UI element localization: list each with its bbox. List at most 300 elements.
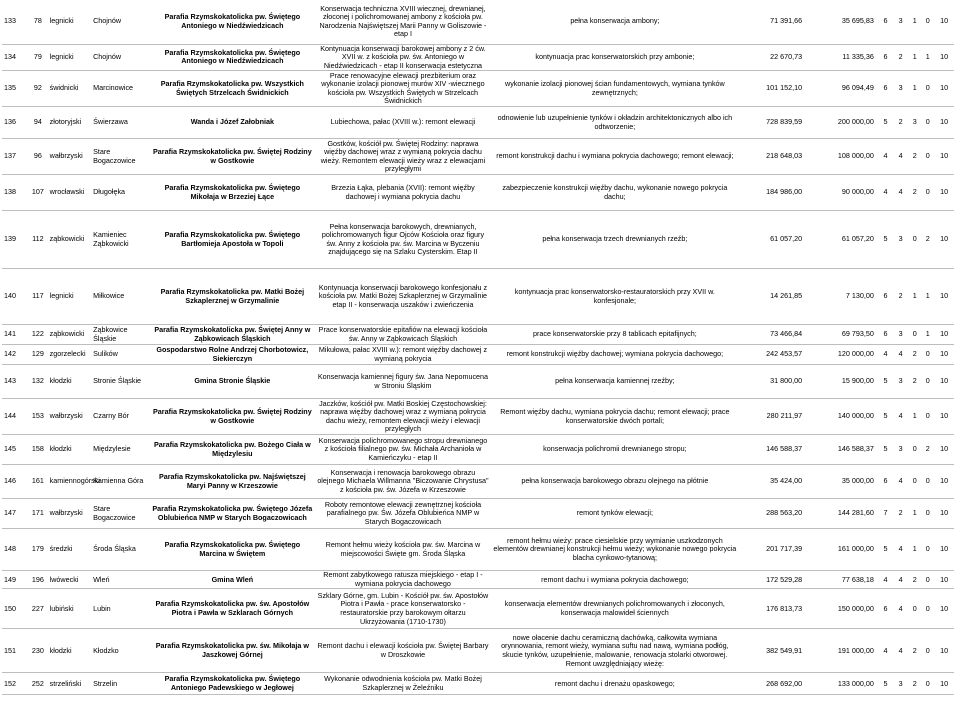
- score-total: 10: [934, 325, 954, 345]
- grants-table: [2, 0, 954, 695]
- total-cost: 71 391,66: [739, 0, 806, 44]
- application-number: 122: [28, 325, 48, 345]
- score-d: 0: [921, 589, 934, 629]
- row-number: 144: [2, 399, 28, 435]
- table-row: [2, 211, 954, 269]
- applicant: Parafia Rzymskokatolicka pw. Świętej Rodziny w Gostkowie: [150, 399, 315, 435]
- score-total: 10: [934, 0, 954, 44]
- score-a: 5: [878, 211, 893, 269]
- score-total: 10: [934, 571, 954, 589]
- county: lwówecki: [48, 571, 91, 589]
- scope-of-work: odnowienie lub uzupełnienie tynków i okładzin architektonicznych albo ich odtworzenie;: [491, 107, 739, 139]
- applicant: Parafia Rzymskokatolicka pw. Świętego Józefa Oblubieńca NMP w Starych Bogaczowicach: [150, 499, 315, 529]
- municipality: Sulików: [91, 345, 150, 365]
- total-cost: 14 261,85: [739, 269, 806, 325]
- total-cost: 184 986,00: [739, 175, 806, 211]
- score-d: 0: [921, 139, 934, 175]
- municipality: Długołęka: [91, 175, 150, 211]
- total-cost: 242 453,57: [739, 345, 806, 365]
- table-row: [2, 175, 954, 211]
- row-number: 133: [2, 0, 28, 44]
- total-cost: 288 563,20: [739, 499, 806, 529]
- applicant: Parafia Rzymskokatolicka pw. Świętej Anny w Ząbkowicach Śląskich: [150, 325, 315, 345]
- grant-amount: 69 793,50: [806, 325, 878, 345]
- row-number: 134: [2, 44, 28, 71]
- table-row: [2, 365, 954, 399]
- task-description: Jaczków, kościół pw. Matki Boskiej Częstochowskiej: naprawa więźby dachowej wraz z wymianą pokrycia dachu wieży, remontem elewacji wieży i elewacji przyległych: [315, 399, 491, 435]
- score-a: 5: [878, 529, 893, 571]
- scope-of-work: konserwacja polichromii drewnianego stropu;: [491, 435, 739, 465]
- table-row: [2, 435, 954, 465]
- score-a: 6: [878, 71, 893, 107]
- task-description: Kontynuacja konserwacji barokowej ambony z 2 ćw. XVII w. z kościoła pw. św. Antoniego w Niedźwiedzicach - etap II konserwacja estetyczna: [315, 44, 491, 71]
- score-c: 2: [908, 629, 921, 673]
- municipality: Wleń: [91, 571, 150, 589]
- applicant: Parafia Rzymskokatolicka pw. Świętego Antoniego w Niedźwiedzicach: [150, 44, 315, 71]
- application-number: 161: [28, 465, 48, 499]
- county: legnicki: [48, 0, 91, 44]
- scope-of-work: remont konstrukcji dachu i wymiana pokrycia dachowego; remont elewacji;: [491, 139, 739, 175]
- task-description: Wykonanie odwodnienia kościoła pw. Matki Bożej Szkaplerznej w Żeleźniku: [315, 673, 491, 695]
- table-row: [2, 107, 954, 139]
- municipality: Międzylesie: [91, 435, 150, 465]
- score-d: 0: [921, 465, 934, 499]
- row-number: 151: [2, 629, 28, 673]
- application-number: 252: [28, 673, 48, 695]
- application-number: 107: [28, 175, 48, 211]
- score-total: 10: [934, 269, 954, 325]
- application-number: 171: [28, 499, 48, 529]
- score-c: 2: [908, 175, 921, 211]
- county: zgorzelecki: [48, 345, 91, 365]
- score-c: 2: [908, 571, 921, 589]
- row-number: 138: [2, 175, 28, 211]
- score-b: 4: [893, 399, 908, 435]
- table-row: [2, 673, 954, 695]
- score-b: 4: [893, 465, 908, 499]
- grant-amount: 96 094,49: [806, 71, 878, 107]
- application-number: 92: [28, 71, 48, 107]
- total-cost: 176 813,73: [739, 589, 806, 629]
- table-row: [2, 71, 954, 107]
- scope-of-work: konserwacja elementów drewnianych polichromowanych i złoconych, konserwacja malowideł ściennych: [491, 589, 739, 629]
- score-c: 2: [908, 673, 921, 695]
- score-a: 6: [878, 269, 893, 325]
- applicant: Wanda i Józef Załobniak: [150, 107, 315, 139]
- row-number: 146: [2, 465, 28, 499]
- task-description: Gostków, kościół pw. Świętej Rodziny: naprawa więźby dachowej wraz z wymianą pokrycia dachu wieży. Remontem elewacji wieży wraz z elewacjami przyległymi: [315, 139, 491, 175]
- applicant: Parafia Rzymskokatolicka pw. Świętej Rodziny w Gostkowie: [150, 139, 315, 175]
- score-b: 3: [893, 325, 908, 345]
- application-number: 132: [28, 365, 48, 399]
- table-row: [2, 629, 954, 673]
- municipality: Lubin: [91, 589, 150, 629]
- table-row: [2, 589, 954, 629]
- applicant: Parafia Rzymskokatolicka pw. Bożego Ciała w Międzylesiu: [150, 435, 315, 465]
- score-c: 0: [908, 325, 921, 345]
- application-number: 158: [28, 435, 48, 465]
- county: świdnicki: [48, 71, 91, 107]
- municipality: Kłodzko: [91, 629, 150, 673]
- score-b: 3: [893, 435, 908, 465]
- table-row: [2, 571, 954, 589]
- task-description: Roboty remontowe elewacji zewnętrznej kościoła parafialnego pw. Św. Józefa Oblubieńca NMP w Starych Bogaczowicach: [315, 499, 491, 529]
- score-total: 10: [934, 139, 954, 175]
- scope-of-work: Remont więźby dachu, wymiana pokrycia dachu; remont elewacji; prace konserwatorskie dwóch portali;: [491, 399, 739, 435]
- score-total: 10: [934, 529, 954, 571]
- grant-amount: 15 900,00: [806, 365, 878, 399]
- scope-of-work: pełna konserwacja kamiennej rzeźby;: [491, 365, 739, 399]
- applicant: Parafia Rzymskokatolicka pw. Świętego Antoniego w Niedźwiedzicach: [150, 0, 315, 44]
- municipality: Stare Bogaczowice: [91, 499, 150, 529]
- grant-amount: 150 000,00: [806, 589, 878, 629]
- scope-of-work: remont konstrukcji więźby dachowej; wymiana pokrycia dachowego;: [491, 345, 739, 365]
- county: ząbkowicki: [48, 211, 91, 269]
- score-a: 6: [878, 589, 893, 629]
- table-row: [2, 529, 954, 571]
- score-a: 5: [878, 399, 893, 435]
- score-total: 10: [934, 44, 954, 71]
- row-number: 137: [2, 139, 28, 175]
- score-c: 0: [908, 435, 921, 465]
- municipality: Chojnów: [91, 44, 150, 71]
- applicant: Parafia Rzymskokatolicka pw. Wszystkich Świętych Strzelcach Świdnickich: [150, 71, 315, 107]
- total-cost: 101 152,10: [739, 71, 806, 107]
- score-d: 0: [921, 571, 934, 589]
- task-description: Konserwacja techniczna XVIII wiecznej, drewnianej, złoconej i polichromowanej ambony z kościoła pw. Narodzenia Najświętszej Marii Panny w Goliszowie - etap I: [315, 0, 491, 44]
- application-number: 94: [28, 107, 48, 139]
- score-a: 6: [878, 465, 893, 499]
- score-b: 4: [893, 139, 908, 175]
- score-b: 4: [893, 571, 908, 589]
- score-a: 5: [878, 365, 893, 399]
- grant-amount: 61 057,20: [806, 211, 878, 269]
- score-total: 10: [934, 71, 954, 107]
- county: strzeliński: [48, 673, 91, 695]
- total-cost: 280 211,97: [739, 399, 806, 435]
- score-a: 5: [878, 107, 893, 139]
- score-total: 10: [934, 673, 954, 695]
- row-number: 142: [2, 345, 28, 365]
- application-number: 153: [28, 399, 48, 435]
- applicant: Parafia Rzymskokatolicka pw. św. Apostołów Piotra i Pawła w Szklarach Górnych: [150, 589, 315, 629]
- table-row: [2, 44, 954, 71]
- score-d: 0: [921, 0, 934, 44]
- task-description: Lubiechowa, pałac (XVIII w.): remont elewacji: [315, 107, 491, 139]
- score-b: 2: [893, 107, 908, 139]
- total-cost: 35 424,00: [739, 465, 806, 499]
- county: legnicki: [48, 269, 91, 325]
- score-total: 10: [934, 211, 954, 269]
- grant-amount: 35 695,83: [806, 0, 878, 44]
- table-row: [2, 139, 954, 175]
- score-b: 3: [893, 211, 908, 269]
- total-cost: 728 839,59: [739, 107, 806, 139]
- scope-of-work: zabezpieczenie konstrukcji więźby dachu, wykonanie nowego pokrycia dachu;: [491, 175, 739, 211]
- task-description: Konserwacja polichromowanego stropu drewnianego z kościoła filialnego pw. św. Michała Archanioła w Kamieńczyku - etap II: [315, 435, 491, 465]
- task-description: Konserwacja kamiennej figury św. Jana Nepomucena w Stroniu Śląskim: [315, 365, 491, 399]
- municipality: Kamieniec Ząbkowicki: [91, 211, 150, 269]
- score-total: 10: [934, 365, 954, 399]
- application-number: 230: [28, 629, 48, 673]
- row-number: 136: [2, 107, 28, 139]
- grant-amount: 146 588,37: [806, 435, 878, 465]
- scope-of-work: remont hełmu wieży: prace ciesielskie przy wymianie uszkodzonych elementów drewnianej konstrukcji hełmu wieży; wykonanie nowego pokrycia blacha cynkowo-tytanową;: [491, 529, 739, 571]
- task-description: Remont zabytkowego ratusza miejskiego - etap I - wymiana pokrycia dachowego: [315, 571, 491, 589]
- county: kłodzki: [48, 435, 91, 465]
- score-a: 6: [878, 44, 893, 71]
- task-description: Konserwacja i renowacja barokowego obrazu olejnego Michaela Willmanna "Biczowanie Chrystusa" z kościoła pw. św. Józefa w Krzeszowie: [315, 465, 491, 499]
- municipality: Chojnów: [91, 0, 150, 44]
- county: legnicki: [48, 44, 91, 71]
- score-a: 5: [878, 673, 893, 695]
- score-a: 4: [878, 571, 893, 589]
- score-b: 4: [893, 345, 908, 365]
- total-cost: 218 648,03: [739, 139, 806, 175]
- score-b: 3: [893, 0, 908, 44]
- score-c: 1: [908, 269, 921, 325]
- task-description: Kontynuacja konserwacji barokowego konfesjonału z kościoła pw. Matki Bożej Szkaplerznej w Grzymalinie etap II - konserwacja uszaków i zwieńczenia: [315, 269, 491, 325]
- table-row: [2, 399, 954, 435]
- score-c: 2: [908, 365, 921, 399]
- applicant: Parafia Rzymskokatolicka pw. św. Mikołaja w Jaszkowej Górnej: [150, 629, 315, 673]
- municipality: Stare Bogaczowice: [91, 139, 150, 175]
- score-d: 2: [921, 435, 934, 465]
- score-c: 1: [908, 399, 921, 435]
- score-total: 10: [934, 175, 954, 211]
- county: lubiński: [48, 589, 91, 629]
- grant-amount: 11 335,36: [806, 44, 878, 71]
- score-b: 4: [893, 629, 908, 673]
- row-number: 149: [2, 571, 28, 589]
- score-b: 3: [893, 365, 908, 399]
- scope-of-work: remont tynków elewacji;: [491, 499, 739, 529]
- applicant: Parafia Rzymskokatolicka pw. Matki Bożej Szkaplerznej w Grzymalinie: [150, 269, 315, 325]
- score-total: 10: [934, 345, 954, 365]
- applicant: Gmina Wleń: [150, 571, 315, 589]
- total-cost: 201 717,39: [739, 529, 806, 571]
- applicant: Parafia Rzymskokatolicka pw. Najświętszej Maryi Panny w Krzeszowie: [150, 465, 315, 499]
- score-a: 5: [878, 435, 893, 465]
- county: złotoryjski: [48, 107, 91, 139]
- county: wrocławski: [48, 175, 91, 211]
- table-row: [2, 269, 954, 325]
- score-c: 0: [908, 589, 921, 629]
- score-d: 0: [921, 71, 934, 107]
- municipality: Miłkowice: [91, 269, 150, 325]
- scope-of-work: remont dachu i drenażu opaskowego;: [491, 673, 739, 695]
- scope-of-work: pełna konserwacja ambony;: [491, 0, 739, 44]
- table-row: [2, 0, 954, 44]
- score-d: 0: [921, 529, 934, 571]
- municipality: Świerzawa: [91, 107, 150, 139]
- municipality: Marcinowice: [91, 71, 150, 107]
- task-description: Prace konserwatorskie epitafiów na elewacji kościoła św. Anny w Ząbkowicach Śląskich: [315, 325, 491, 345]
- grant-amount: 77 638,18: [806, 571, 878, 589]
- municipality: Czarny Bór: [91, 399, 150, 435]
- score-d: 0: [921, 345, 934, 365]
- scope-of-work: nowe ołacenie dachu ceramiczną dachówką, całkowita wymiana orynnowania, remont wieży, wymiana suftu nad nawą, wymiana podłóg, skucie tynków, uzupełnienie, malowanie, renowacja stolarki otworowej. Remont uwzględniający wieżę:: [491, 629, 739, 673]
- applicant: Parafia Rzymskokatolicka pw. Świętego Antoniego Padewskiego w Jegłowej: [150, 673, 315, 695]
- application-number: 112: [28, 211, 48, 269]
- table-row: [2, 465, 954, 499]
- score-d: 0: [921, 365, 934, 399]
- score-total: 10: [934, 107, 954, 139]
- row-number: 148: [2, 529, 28, 571]
- task-description: Mikułowa, pałac XVIII w.): remont więźby dachowej z wymianą pokrycia: [315, 345, 491, 365]
- scope-of-work: wykonanie izolacji pionowej ścian fundamentowych, wymiana tynków zewnętrznych;: [491, 71, 739, 107]
- municipality: Środa Śląska: [91, 529, 150, 571]
- county: kłodzki: [48, 629, 91, 673]
- county: średzki: [48, 529, 91, 571]
- total-cost: 268 692,00: [739, 673, 806, 695]
- score-a: 4: [878, 139, 893, 175]
- scope-of-work: kontynuacja prac konserwatorskich przy ambonie;: [491, 44, 739, 71]
- score-c: 2: [908, 345, 921, 365]
- grant-amount: 35 000,00: [806, 465, 878, 499]
- scope-of-work: prace konserwatorskie przy 8 tablicach epitafijnych;: [491, 325, 739, 345]
- application-number: 179: [28, 529, 48, 571]
- score-c: 0: [908, 465, 921, 499]
- table-row: [2, 345, 954, 365]
- grant-amount: 108 000,00: [806, 139, 878, 175]
- task-description: Brzezia Łąka, plebania (XVII): remont więźby dachowej i wymiana pokrycia dachu: [315, 175, 491, 211]
- total-cost: 146 588,37: [739, 435, 806, 465]
- grant-amount: 144 281,60: [806, 499, 878, 529]
- score-total: 10: [934, 465, 954, 499]
- score-b: 4: [893, 175, 908, 211]
- row-number: 143: [2, 365, 28, 399]
- application-number: 196: [28, 571, 48, 589]
- score-b: 2: [893, 269, 908, 325]
- grant-amount: 7 130,00: [806, 269, 878, 325]
- score-d: 1: [921, 325, 934, 345]
- application-number: 117: [28, 269, 48, 325]
- grant-amount: 191 000,00: [806, 629, 878, 673]
- score-b: 3: [893, 71, 908, 107]
- row-number: 150: [2, 589, 28, 629]
- score-d: 0: [921, 175, 934, 211]
- score-a: 4: [878, 629, 893, 673]
- task-description: Remont dachu i elewacji kościoła pw. Świętej Barbary w Droszkowie: [315, 629, 491, 673]
- applicant: Gmina Stronie Śląskie: [150, 365, 315, 399]
- score-d: 0: [921, 107, 934, 139]
- application-number: 96: [28, 139, 48, 175]
- county: wałbrzyski: [48, 139, 91, 175]
- task-description: Szklary Górne, gm. Lubin - Kościół pw. św. Apostołów Piotra i Pawła - prace konserwatorsko - restauratorskie przy barokowym ołtarzu Ukrzyżowania (1710-1730): [315, 589, 491, 629]
- total-cost: 61 057,20: [739, 211, 806, 269]
- score-total: 10: [934, 589, 954, 629]
- applicant: Parafia Rzymskokatolicka pw. Świętego Mikołaja w Brzeziej Łące: [150, 175, 315, 211]
- applicant: Parafia Rzymskokatolicka pw. Świętego Marcina w Świętem: [150, 529, 315, 571]
- county: ząbkowicki: [48, 325, 91, 345]
- total-cost: 22 670,73: [739, 44, 806, 71]
- table-row: [2, 325, 954, 345]
- application-number: 129: [28, 345, 48, 365]
- application-number: 78: [28, 0, 48, 44]
- score-total: 10: [934, 399, 954, 435]
- row-number: 140: [2, 269, 28, 325]
- score-c: 0: [908, 211, 921, 269]
- task-description: Pełna konserwacja barokowych, drewnianych, polichromowanych figur Ojców Kościoła oraz figury św. Anny z kościoła pw. św. Marcina w Byczeniu znajdującego się na Szlaku Cysterskim. Etap II: [315, 211, 491, 269]
- total-cost: 73 466,84: [739, 325, 806, 345]
- score-b: 4: [893, 529, 908, 571]
- scope-of-work: pełna konserwacja barokowego obrazu olejnego na płótnie: [491, 465, 739, 499]
- applicant: Gospodarstwo Rolne Andrzej Chorbotowicz, Siekierczyn: [150, 345, 315, 365]
- municipality: Ząbkowice Śląskie: [91, 325, 150, 345]
- grant-amount: 140 000,00: [806, 399, 878, 435]
- application-number: 227: [28, 589, 48, 629]
- score-d: 0: [921, 673, 934, 695]
- score-d: 0: [921, 499, 934, 529]
- total-cost: 382 549,91: [739, 629, 806, 673]
- score-total: 10: [934, 499, 954, 529]
- grant-amount: 120 000,00: [806, 345, 878, 365]
- total-cost: 172 529,28: [739, 571, 806, 589]
- county: kłodzki: [48, 365, 91, 399]
- row-number: 139: [2, 211, 28, 269]
- score-c: 1: [908, 529, 921, 571]
- municipality: Stronie Śląskie: [91, 365, 150, 399]
- score-d: 1: [921, 44, 934, 71]
- table-row: [2, 499, 954, 529]
- score-total: 10: [934, 629, 954, 673]
- score-b: 3: [893, 673, 908, 695]
- score-a: 7: [878, 499, 893, 529]
- task-description: Remont hełmu wieży kościoła pw. św. Marcina w miejscowości Święte gm. Środa Śląska: [315, 529, 491, 571]
- application-number: 79: [28, 44, 48, 71]
- scope-of-work: kontynuacja prac konserwatorsko-restauratorskich przy XVII w. konfesjonale;: [491, 269, 739, 325]
- scope-of-work: remont dachu i wymiana pokrycia dachowego;: [491, 571, 739, 589]
- score-d: 2: [921, 211, 934, 269]
- county: wałbrzyski: [48, 399, 91, 435]
- score-d: 0: [921, 399, 934, 435]
- score-c: 1: [908, 44, 921, 71]
- applicant: Parafia Rzymskokatolicka pw. Świętego Bartłomieja Apostoła w Topoli: [150, 211, 315, 269]
- score-c: 3: [908, 107, 921, 139]
- grant-amount: 200 000,00: [806, 107, 878, 139]
- score-c: 1: [908, 0, 921, 44]
- county: kamiennogórski: [48, 465, 91, 499]
- row-number: 145: [2, 435, 28, 465]
- score-c: 1: [908, 71, 921, 107]
- score-d: 0: [921, 629, 934, 673]
- score-d: 1: [921, 269, 934, 325]
- score-b: 2: [893, 44, 908, 71]
- row-number: 152: [2, 673, 28, 695]
- scope-of-work: pełna konserwacja trzech drewnianych rzeźb;: [491, 211, 739, 269]
- score-a: 6: [878, 0, 893, 44]
- score-total: 10: [934, 435, 954, 465]
- score-b: 4: [893, 589, 908, 629]
- row-number: 135: [2, 71, 28, 107]
- score-c: 1: [908, 499, 921, 529]
- row-number: 147: [2, 499, 28, 529]
- total-cost: 31 800,00: [739, 365, 806, 399]
- task-description: Prace renowacyjne elewacji prezbiterium oraz wykonanie izolacji pionowej murów XIV -wiecznego kościoła pw. Wszystkich Świętych w Strzelcach Świdnickich: [315, 71, 491, 107]
- score-b: 2: [893, 499, 908, 529]
- row-number: 141: [2, 325, 28, 345]
- grant-amount: 133 000,00: [806, 673, 878, 695]
- score-a: 6: [878, 325, 893, 345]
- grant-amount: 90 000,00: [806, 175, 878, 211]
- municipality: Kamienna Góra: [91, 465, 150, 499]
- score-a: 4: [878, 175, 893, 211]
- score-c: 2: [908, 139, 921, 175]
- municipality: Strzelin: [91, 673, 150, 695]
- grant-amount: 161 000,00: [806, 529, 878, 571]
- table-body: [2, 0, 954, 695]
